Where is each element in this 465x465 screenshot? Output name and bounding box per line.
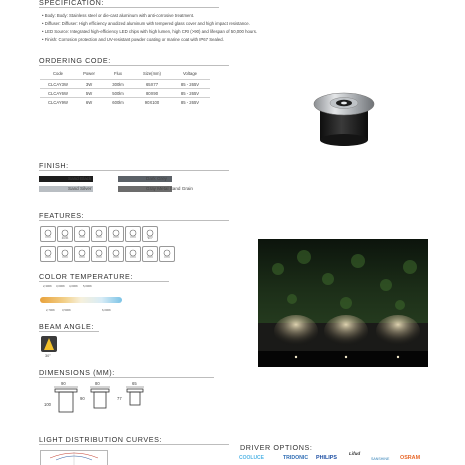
beam-title: BEAM ANGLE: bbox=[39, 322, 94, 331]
ct-label-2700: 2,700K bbox=[46, 308, 55, 312]
color-temp-gradient-bar bbox=[40, 297, 122, 303]
brand-philips-logo: PHILIPS bbox=[316, 455, 337, 461]
cell-flux: 300lm bbox=[102, 80, 134, 89]
col-power: Power bbox=[83, 71, 95, 76]
impact-icon bbox=[125, 246, 141, 262]
table-row bbox=[40, 89, 210, 98]
finish-label-gray-metal: Gray Metal Sand Grain bbox=[146, 186, 193, 191]
ip-rating-icon bbox=[40, 226, 56, 242]
beam-angle-icon bbox=[41, 336, 57, 352]
finish-label-sand-black: Sand Black bbox=[68, 176, 92, 181]
energy-class-icon bbox=[142, 226, 158, 242]
dim1-drawing bbox=[52, 386, 80, 414]
finish-label-sand-silver: Sand Silver bbox=[68, 186, 92, 191]
ct-label-3000: 3,000K bbox=[56, 284, 65, 288]
cell-power: 5W bbox=[76, 89, 102, 98]
cell-code: CLCAY6W bbox=[40, 89, 76, 98]
dim1-width: 90 bbox=[61, 381, 66, 386]
table-row bbox=[40, 98, 210, 107]
light-distribution-chart bbox=[40, 450, 108, 465]
col-code: Code bbox=[52, 71, 63, 76]
col-voltage: Voltage bbox=[183, 71, 197, 76]
recyclable-icon bbox=[57, 246, 73, 262]
cri-icon bbox=[108, 246, 124, 262]
cell-size: 65X77 bbox=[134, 80, 170, 89]
product-image bbox=[306, 82, 382, 154]
spec-line-led: • LED Source: Integrated high-efficiency LED chips with high lumen, high CRI (>90) and lifespan of 50,000 hours. bbox=[42, 29, 258, 34]
ordering-header-row bbox=[40, 71, 210, 80]
cell-size: 90X100 bbox=[134, 98, 170, 107]
brand-osram-logo: OSRAM bbox=[400, 455, 421, 461]
features-divider bbox=[39, 220, 229, 221]
dim2-width: 80 bbox=[95, 381, 100, 386]
cell-voltage: 85 - 265V bbox=[170, 80, 210, 89]
waterproof-icon bbox=[40, 246, 56, 262]
brand-cooluce-logo: COOLUCE bbox=[239, 455, 264, 461]
cri-icon bbox=[57, 226, 73, 242]
dim3-height: 77 bbox=[117, 396, 122, 401]
light-curves-divider bbox=[39, 444, 229, 445]
ct-label-3500: 3,500K bbox=[62, 308, 71, 312]
spec-divider bbox=[39, 7, 219, 8]
brand-sanshine-logo: SANSHINE bbox=[371, 457, 390, 461]
installation-photo bbox=[258, 239, 428, 367]
brand-lifud-logo: Lifud bbox=[349, 451, 361, 456]
color-temp-title: COLOR TEMPERATURE: bbox=[39, 272, 133, 281]
drivers-title: DRIVER OPTIONS: bbox=[240, 443, 313, 452]
ct-label-5000: 5,000K bbox=[83, 284, 92, 288]
ordering-divider bbox=[39, 65, 229, 66]
spec-title: SPECIFICATION: bbox=[39, 0, 104, 7]
cell-code: CLCAY9W bbox=[40, 98, 76, 107]
cell-size: 80X90 bbox=[134, 89, 170, 98]
ordering-title: ORDERING CODE: bbox=[39, 56, 111, 65]
spec-line-diffuser: • Diffuser: Diffuser: High efficiency anodized aluminum with tempered glass cover and high impact resistance. bbox=[42, 21, 250, 26]
finish-title: FINISH: bbox=[39, 161, 69, 170]
spec-line-body: • Body: Body: Stainless steel or die-cast aluminum with anti-corrosive treatment. bbox=[42, 13, 195, 18]
table-row bbox=[40, 80, 210, 89]
ordering-table bbox=[40, 71, 210, 106]
cell-power: 3W bbox=[76, 80, 102, 89]
ct-label-6000: 6,000K bbox=[102, 308, 111, 312]
led-chip-icon bbox=[74, 226, 90, 242]
brand-tridonic-logo: TRIDONIC bbox=[283, 455, 309, 461]
anti-glare-icon bbox=[91, 246, 107, 262]
dimmable-icon bbox=[91, 226, 107, 242]
cell-power: 6W bbox=[76, 98, 102, 107]
cell-voltage: 85 - 265V bbox=[170, 89, 210, 98]
feature-label: Ra>90 bbox=[61, 238, 69, 240]
driver-icon bbox=[125, 226, 141, 242]
dim1-height: 100 bbox=[44, 402, 51, 407]
dimensions-divider bbox=[39, 377, 214, 378]
beam-angle-label: 30° bbox=[45, 354, 51, 358]
lifespan-icon bbox=[108, 226, 124, 242]
dimensions-title: DIMENSIONS (MM): bbox=[39, 368, 115, 377]
cooling-icon bbox=[142, 246, 158, 262]
light-curves-title: LIGHT DISTRIBUTION CURVES: bbox=[39, 435, 163, 444]
cell-flux: 600lm bbox=[102, 98, 134, 107]
cell-flux: 500lm bbox=[102, 89, 134, 98]
warranty-icon bbox=[74, 246, 90, 262]
features-title: FEATURES: bbox=[39, 211, 85, 220]
col-flux: Flux bbox=[114, 71, 122, 76]
ct-label-4000: 4,000K bbox=[69, 284, 78, 288]
color-temp-divider bbox=[39, 281, 169, 282]
dim2-height: 90 bbox=[80, 396, 85, 401]
spec-line-finish: • Finish: Corrosion protection and UV-resistant powder coating or marine coat with IP67 Sealed. bbox=[42, 37, 224, 42]
feature-label: A++ bbox=[147, 238, 152, 240]
finish-label-dark-grey: Dark Grey bbox=[146, 176, 167, 181]
beam-divider bbox=[39, 331, 99, 332]
dim3-width: 65 bbox=[132, 381, 137, 386]
handshake-icon bbox=[159, 246, 175, 262]
finish-divider bbox=[39, 170, 229, 171]
dim3-drawing bbox=[124, 386, 146, 408]
cell-voltage: 85 - 265V bbox=[170, 98, 210, 107]
cell-code: CLCAY3W bbox=[40, 80, 76, 89]
col-size: Size(mm) bbox=[143, 71, 161, 76]
dim2-drawing bbox=[88, 386, 112, 410]
ct-label-2300: 2,300K bbox=[43, 284, 52, 288]
